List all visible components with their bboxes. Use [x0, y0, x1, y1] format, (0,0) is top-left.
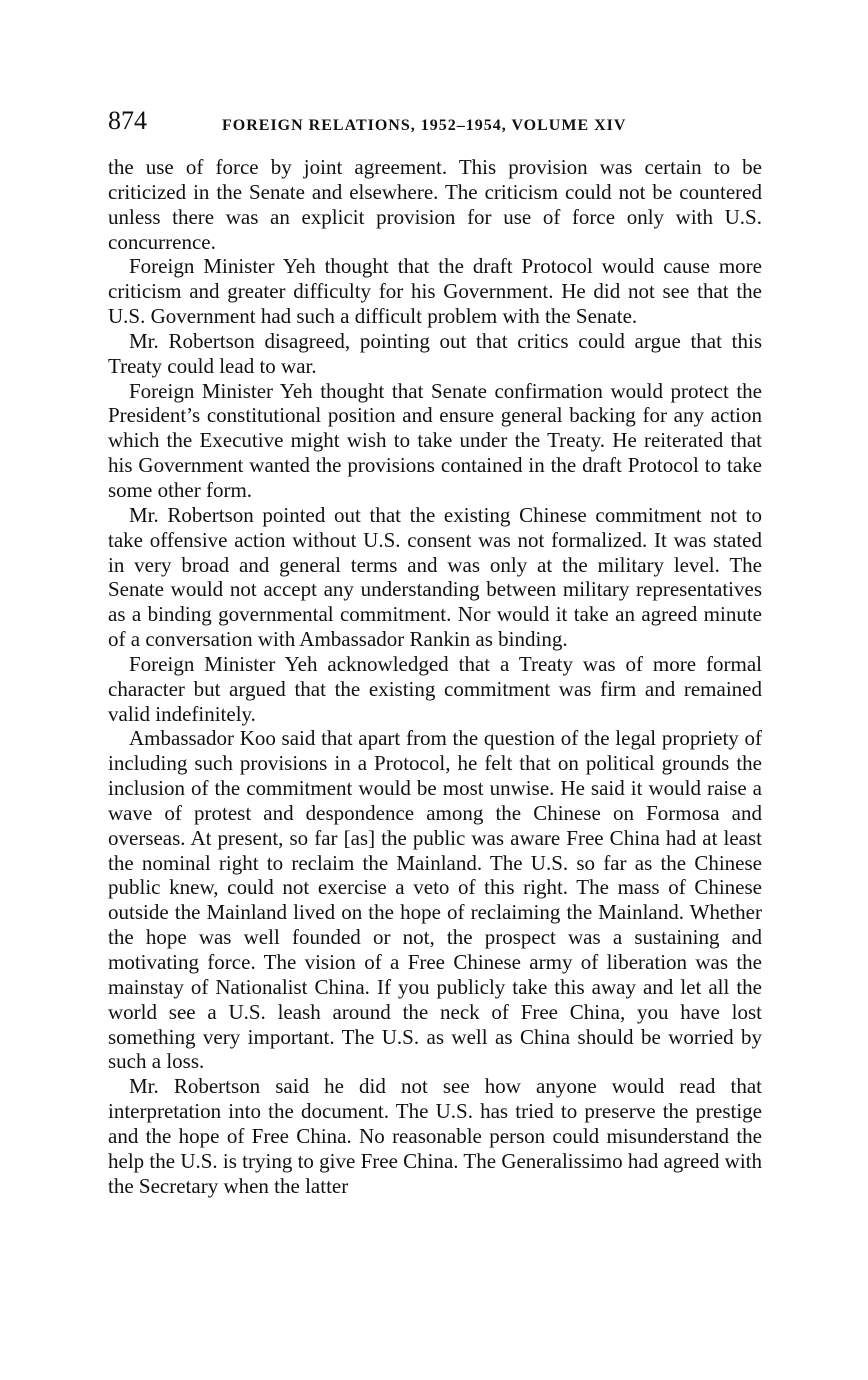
paragraph-robertson-interpretation: Mr. Robertson said he did not see how anyone would read that interpretation into the document. The U.S. has tried to preserve the prestige and the hope of Free China. No reasonable person could misunderstand the help the U.S. is trying to give Free China. The Generalissimo had agreed with the Secretary when the latter: [108, 1074, 762, 1198]
paragraph-koo-political-grounds: Ambassador Koo said that apart from the question of the legal propriety of including such provisions in a Protocol, he felt that on political grounds the inclusion of the commitment would be most unwise. He said it would raise a wave of protest and despondence among the Chinese on Formosa and overseas. At present, so far [as] the public was aware Free China had at least the nominal right to reclaim the Mainland. The U.S. so far as the Chinese public knew, could not exercise a veto of this right. The mass of Chinese outside the Mainland lived on the hope of reclaiming the Mainland. Whether the hope was well founded or not, the prospect was a sustaining and motivating force. The vision of a Free Chinese army of liberation was the mainstay of Nationalist China. If you publicly take this away and let all the world see a U.S. leash around the neck of Free China, you have lost something very important. The U.S. as well as China should be worried by such a loss.: [108, 726, 762, 1074]
paragraph-continued: the use of force by joint agreement. This provision was certain to be criticized in the Senate and elsewhere. The criticism could not be countered unless there was an explicit provision for use of force only with U.S. concurrence.: [108, 155, 762, 254]
paragraph-robertson-disagreed: Mr. Robertson disagreed, pointing out that critics could argue that this Treaty could lead to war.: [108, 328, 762, 378]
paragraph-robertson-commitment: Mr. Robertson pointed out that the existing Chinese commitment not to take offensive action without U.S. consent was not formalized. It was stated in very broad and general terms and was only at the military level. The Senate would not accept any understanding between military representatives as a binding governmental commitment. Nor would it take an agreed minute of a conversation with Ambassador Rankin as binding.: [108, 502, 762, 652]
paragraph-yeh-criticism: Foreign Minister Yeh thought that the draft Protocol would cause more criticism and greater difficulty for his Government. He did not see that the U.S. Government had such a difficult problem with the Senate.: [108, 254, 762, 329]
running-head: [108, 105, 762, 145]
page-number: 874: [108, 106, 147, 135]
paragraph-yeh-acknowledged: Foreign Minister Yeh acknowledged that a Treaty was of more formal character but argued that the existing commitment was firm and remained valid indefinitely.: [108, 651, 762, 726]
document-page: [108, 105, 762, 1198]
volume-title: FOREIGN RELATIONS, 1952–1954, VOLUME XIV: [222, 117, 627, 134]
paragraph-yeh-senate-confirmation: Foreign Minister Yeh thought that Senate confirmation would protect the President’s constitutional position and ensure general backing for any action which the Executive might wish to take under the Treaty. He reiterated that his Government wanted the provisions contained in the draft Protocol to take some other form.: [108, 378, 762, 502]
body-text: [108, 155, 762, 1198]
